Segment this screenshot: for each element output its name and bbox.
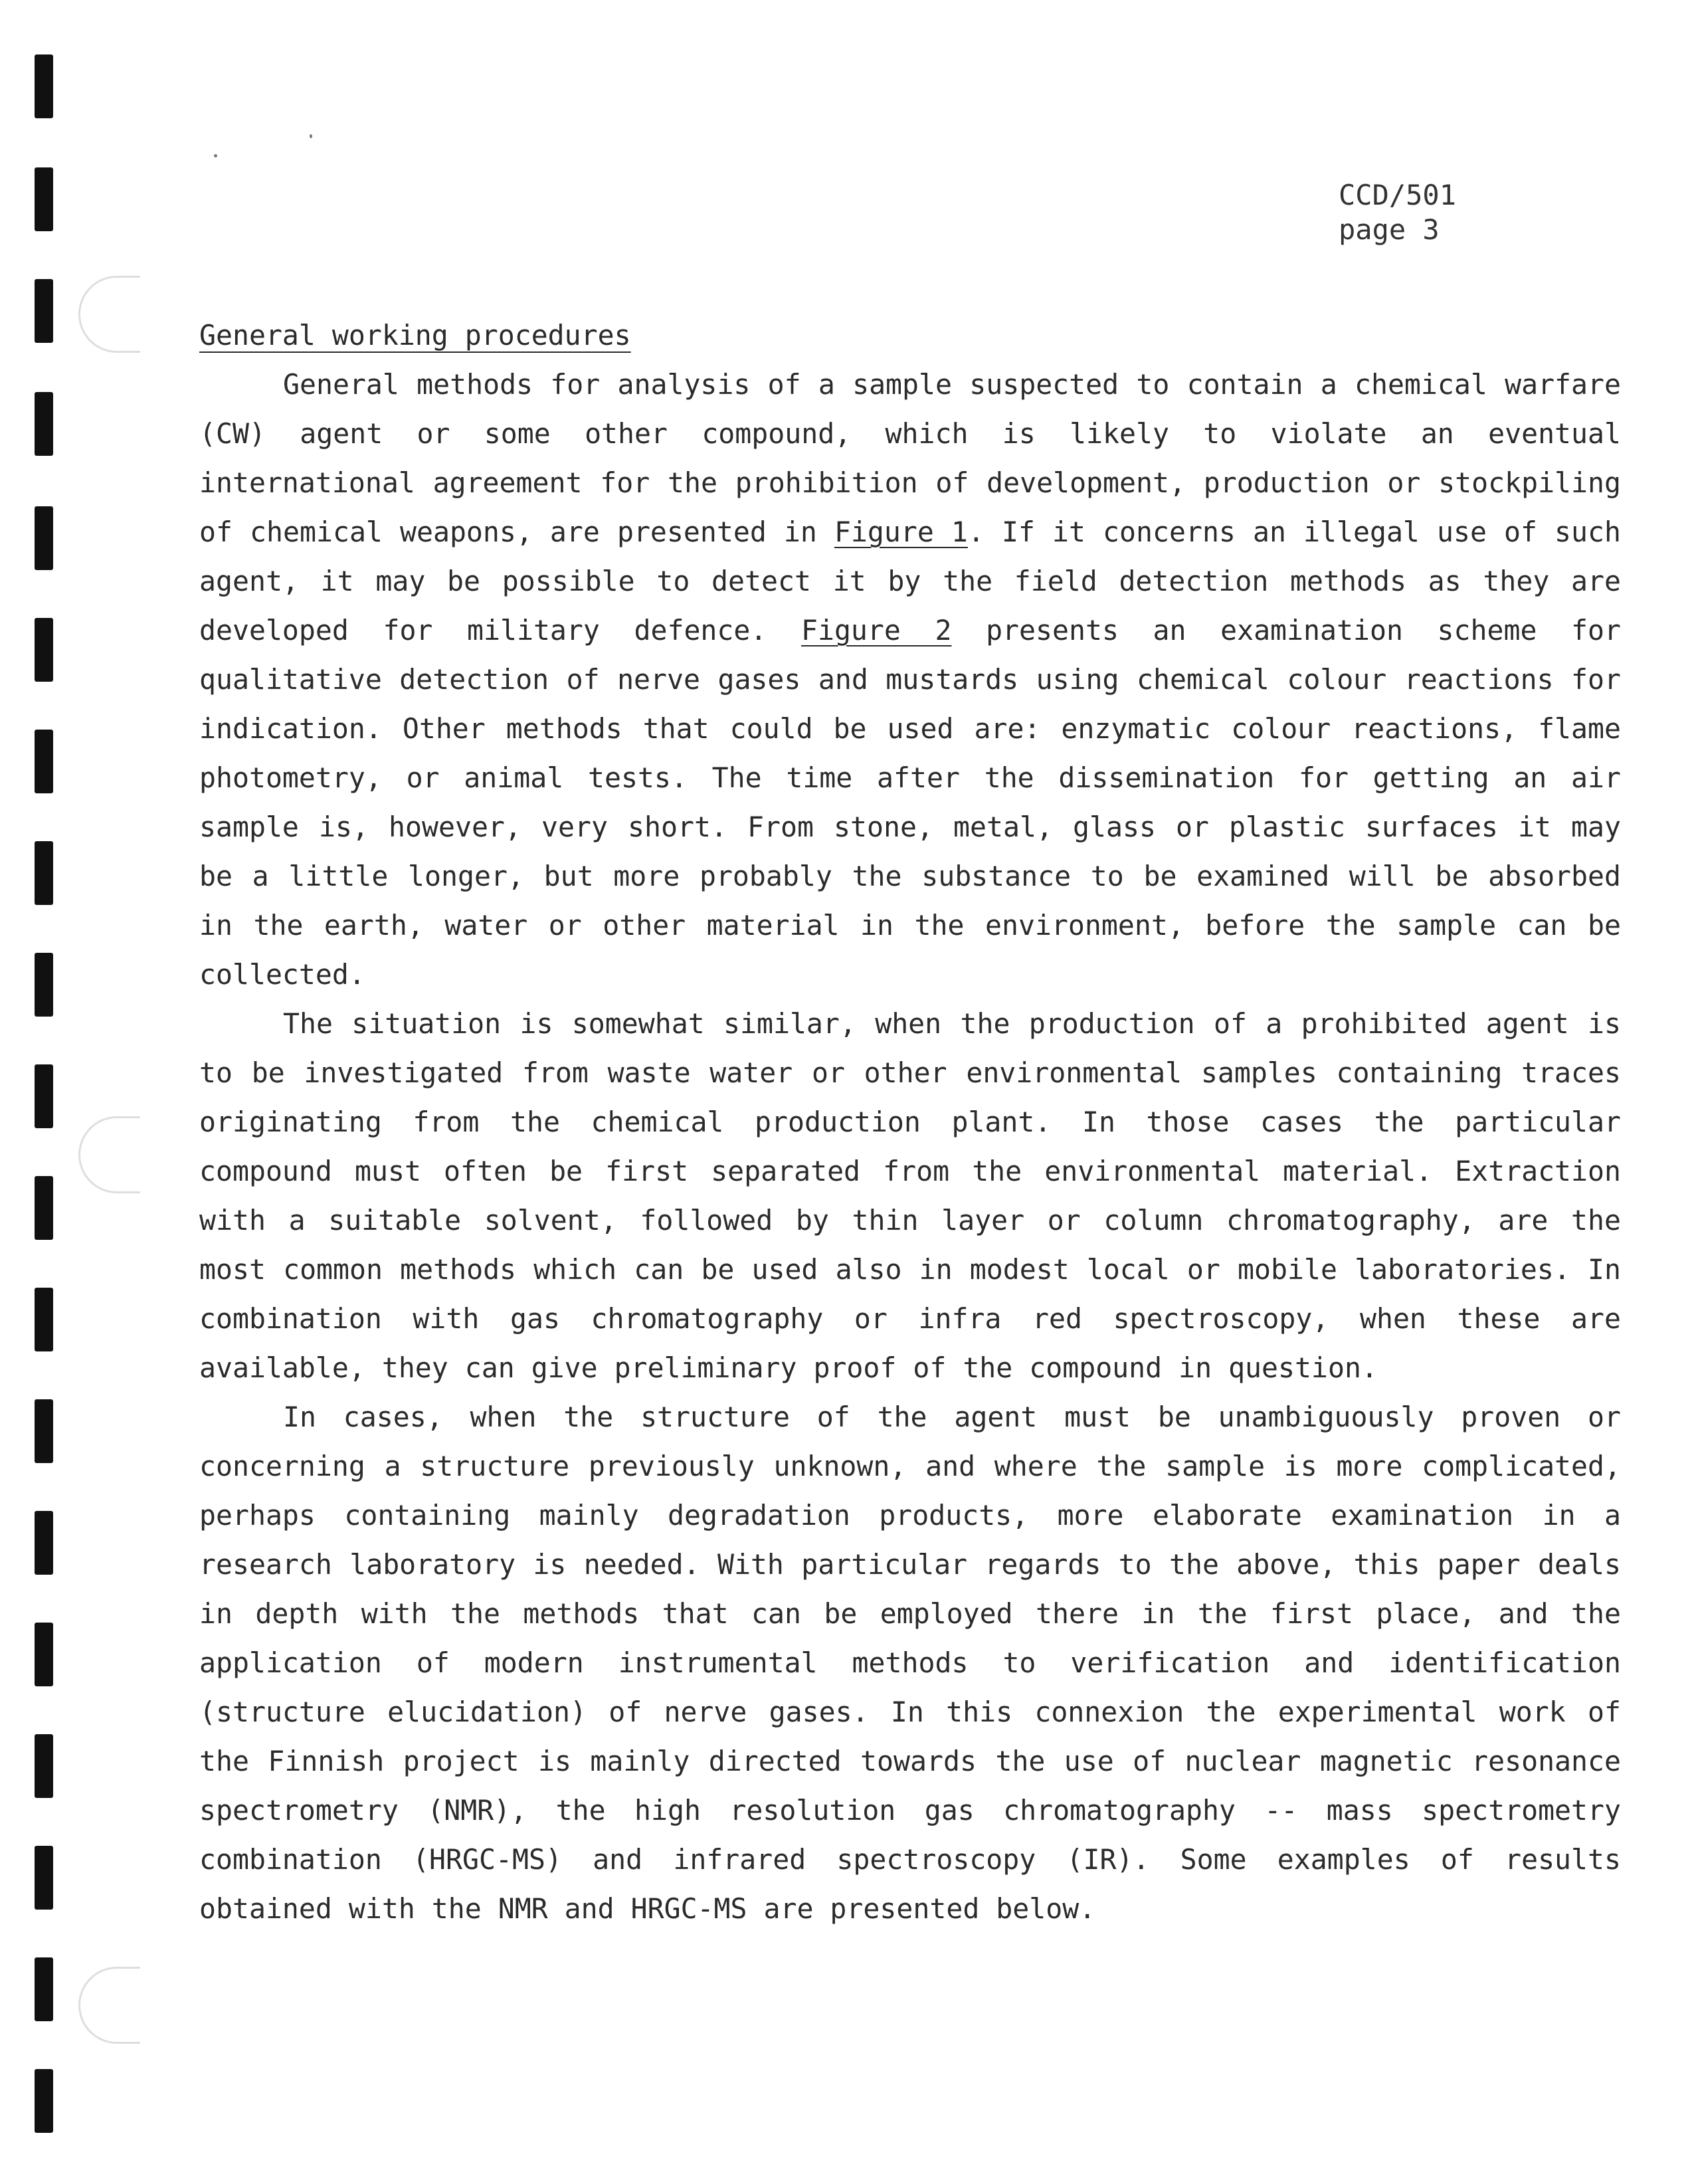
page-number: page 3 <box>1339 213 1440 246</box>
document-body <box>199 311 1621 1934</box>
document-symbol: CCD/501 <box>1339 179 1457 211</box>
binding-mark <box>35 279 53 343</box>
paragraph-2: The situation is somewhat similar, when the production of a prohibited agent is to be investigated from waste water or other environmental samples containing traces originating from the chemical production plant. In those cases the particular compound must often be first separated from the environmental material. Extraction with a suitable solvent, followed by thin layer or column chromatography, are the most common methods which can be used also in modest local or mobile laboratories. In combination with gas chromatography or infra red spectroscopy, when these are available, they can give preliminary proof of the compound in question. <box>199 1007 1621 1384</box>
binding-mark <box>35 1176 53 1240</box>
binding-mark <box>35 167 53 231</box>
binding-strip <box>35 0 61 2184</box>
figure-1-reference: Figure 1 <box>834 516 968 548</box>
scan-speck <box>310 134 312 138</box>
binding-mark <box>35 618 53 682</box>
page-header <box>1339 178 1456 247</box>
paragraph-1-text-b: . If it concerns an illegal use of such agent, it may be possible to detect it by the field detection methods as they are developed for military defence. <box>199 516 1621 646</box>
scan-speck <box>214 154 217 157</box>
binding-mark <box>35 54 53 118</box>
paragraph-3: In cases, when the structure of the agent must be unambiguously proven or concerning a structure previously unknown, and where the sample is more complicated, perhaps containing mainly degradation products, more elaborate examination in a research laboratory is needed. With particular regards to the above, this paper deals in depth with the methods that can be employed there in the first place, and the application of modern instrumental methods to verification and identification (structure elucidation) of nerve gases. In this connexion the experimental work of the Finnish project is mainly directed towards the use of nuclear magnetic resonance spectrometry (NMR), the high resolution gas chromatography -- mass spectrometry combination (HRGC-MS) and infrared spectroscopy (IR). Some examples of results obtained with the NMR and HRGC-MS are presented below. <box>199 1401 1621 1925</box>
binding-mark <box>35 1957 53 2021</box>
punch-hole <box>78 1116 140 1193</box>
punch-hole <box>78 1967 140 2044</box>
binding-mark <box>35 1399 53 1463</box>
binding-mark <box>35 2069 53 2133</box>
binding-mark <box>35 392 53 456</box>
binding-mark <box>35 1623 53 1686</box>
punch-hole <box>78 276 140 353</box>
figure-2-reference: Figure 2 <box>800 614 952 646</box>
binding-mark <box>35 1288 53 1351</box>
binding-mark <box>35 953 53 1017</box>
paragraph-1-text-c: presents an examination scheme for qualitative detection of nerve gases and mustards using chemical colour reactions for indication. Other methods that could be used are: enzymatic colour reactions, flame photometry, or animal tests. The time after the dissemination for getting an air sample is, however, very short. From stone, metal, glass or plastic surfaces it may be a little longer, but more probably the substance to be examined will be absorbed in the earth, water or other material in the environment, before the sample can be collected. <box>199 614 1621 991</box>
binding-mark <box>35 1064 53 1128</box>
binding-mark <box>35 1511 53 1575</box>
paragraph-1-text-a: General methods for analysis of a sample suspected to contain a chemical warfare (CW) agent or some other compound, which is likely to violate an eventual international agreement for the prohibition of development, production or stockpiling of chemical weapons, are presented in <box>199 368 1621 548</box>
binding-mark <box>35 1846 53 1910</box>
section-heading: General working procedures <box>199 319 631 351</box>
binding-mark <box>35 506 53 570</box>
binding-mark <box>35 730 53 793</box>
binding-mark <box>35 841 53 905</box>
binding-mark <box>35 1734 53 1798</box>
paragraph-1 <box>199 360 1621 999</box>
